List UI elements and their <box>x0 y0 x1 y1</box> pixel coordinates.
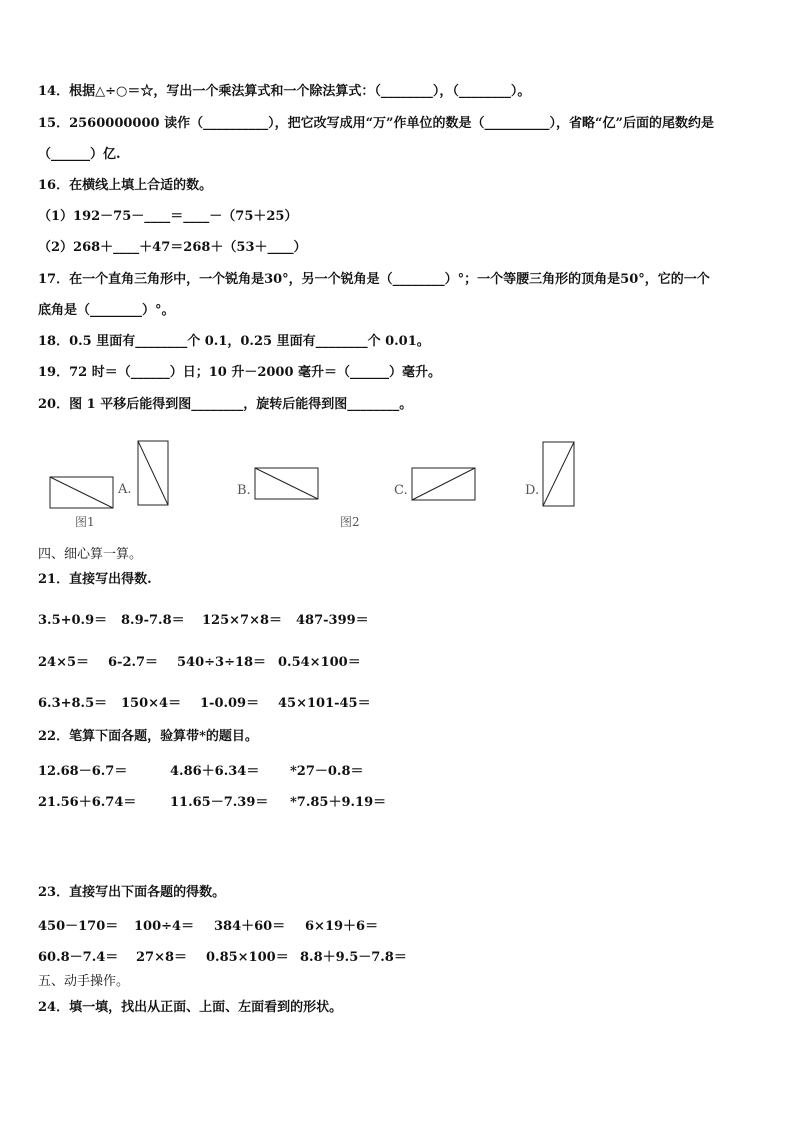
calc-item: 0.54×100＝ <box>278 655 361 670</box>
question-19: 19．72 时＝（______）日；10 升－2000 毫升＝（______）毫升。 <box>38 365 442 380</box>
calc-item: 6×19＋6＝ <box>305 919 379 934</box>
calc-item: 384＋60＝ <box>214 919 286 934</box>
option-b-label: B. <box>237 483 251 498</box>
calc-item: 487-399＝ <box>296 613 369 628</box>
calc-item: 27×8＝ <box>136 950 188 965</box>
option-c-rectangle <box>412 468 475 500</box>
question-23: 23．直接写出下面各题的得数。 <box>38 885 226 900</box>
calc-item: *27－0.8＝ <box>290 764 364 779</box>
question-16-part2: （2）268＋____＋47＝268＋（53＋____） <box>38 240 307 255</box>
calc-item: 1-0.09＝ <box>200 696 260 711</box>
figure-1-caption: 图1 <box>75 515 95 529</box>
question-15-line1: 15．2560000000 读作（__________），把它改写成用“万”作单位的数是（__________），省略“亿”后面的尾数约是 <box>38 116 714 131</box>
question-24: 24．填一填，找出从正面、上面、左面看到的形状。 <box>38 1000 343 1015</box>
option-d-label: D. <box>525 483 540 498</box>
calc-item: 12.68－6.7＝ <box>38 764 128 779</box>
calc-item: 540÷3÷18＝ <box>177 655 267 670</box>
section-5-title: 五、动手操作。 <box>38 974 130 989</box>
question-15-line2: （______）亿. <box>38 147 121 162</box>
calc-item: 8.8＋9.5－7.8＝ <box>300 950 407 965</box>
calc-item: 4.86＋6.34＝ <box>170 764 260 779</box>
option-c-label: C. <box>394 483 408 498</box>
question-18: 18．0.5 里面有________个 0.1，0.25 里面有________个 0.01。 <box>38 334 430 349</box>
question-17-line1: 17．在一个直角三角形中，一个锐角是30°，另一个锐角是（________）°；一个等腰三角形的顶角是50°，它的一个 <box>38 272 710 287</box>
question-22: 22．笔算下面各题，验算带*的题目。 <box>38 729 258 744</box>
option-d-rectangle <box>543 442 574 506</box>
calc-item: 60.8－7.4＝ <box>38 950 119 965</box>
figure-2-caption: 图2 <box>340 515 360 529</box>
section-4-title: 四、细心算一算。 <box>38 547 143 562</box>
calc-item: 45×101-45＝ <box>278 696 371 711</box>
figure-1-rectangle <box>50 477 113 508</box>
question-20: 20．图 1 平移后能得到图________，旋转后能得到图________。 <box>38 397 413 412</box>
calc-item: 21.56＋6.74＝ <box>38 795 137 810</box>
calc-item: 6-2.7＝ <box>108 655 159 670</box>
option-b-rectangle <box>255 468 318 499</box>
calc-item: 125×7×8＝ <box>202 613 283 628</box>
calc-item: *7.85＋9.19＝ <box>290 795 387 810</box>
calc-item: 24×5＝ <box>38 655 90 670</box>
option-a-label: A. <box>118 482 132 497</box>
calc-item: 6.3+8.5＝ <box>38 696 108 711</box>
question-16-part1: （1）192－75－____＝____－（75＋25） <box>38 209 298 224</box>
calc-item: 450－170＝ <box>38 919 119 934</box>
option-a-rectangle <box>138 441 168 505</box>
calc-item: 150×4＝ <box>121 696 182 711</box>
calc-item: 11.65－7.39＝ <box>170 795 269 810</box>
question-14: 14．根据△÷○＝☆，写出一个乘法算式和一个除法算式：（________），（________）。 <box>38 84 531 99</box>
calc-item: 8.9-7.8＝ <box>121 613 185 628</box>
calc-item: 0.85×100＝ <box>206 950 289 965</box>
calc-item: 100÷4＝ <box>134 919 195 934</box>
question-21: 21．直接写出得数. <box>38 572 152 587</box>
question-17-line2: 底角是（________）°。 <box>38 303 175 318</box>
calc-item: 3.5+0.9＝ <box>38 613 108 628</box>
question-16: 16．在横线上填上合适的数。 <box>38 178 213 193</box>
rectangle-figure <box>0 430 794 535</box>
